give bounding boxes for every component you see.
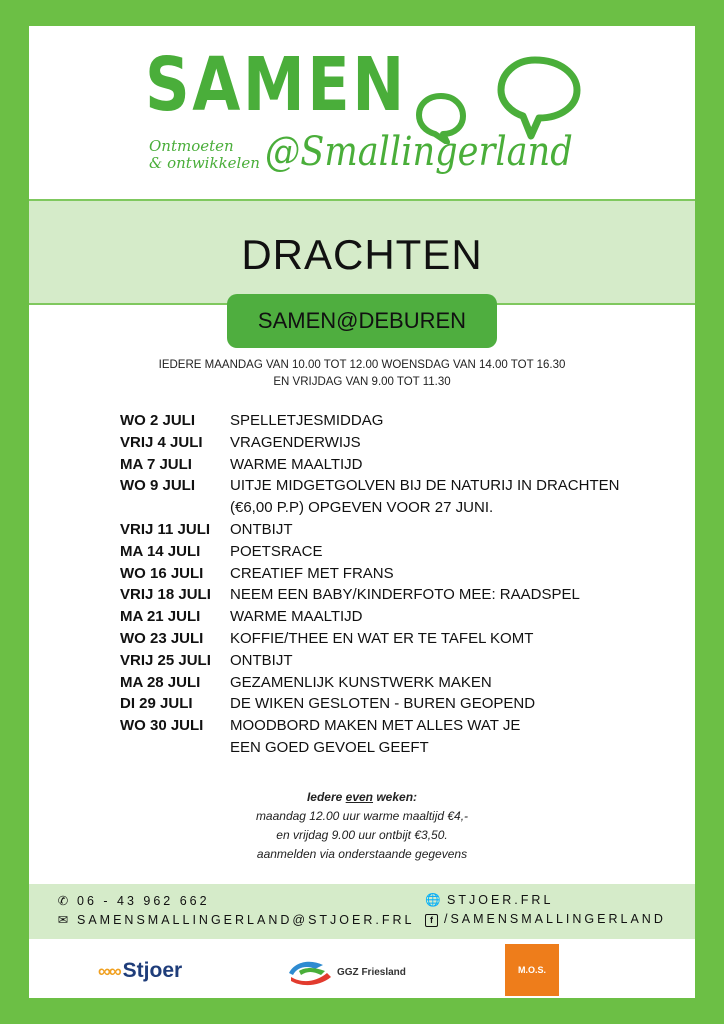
stjoer-logo: ∞∞ Stjoer [98, 959, 183, 982]
phone-icon: ✆ [57, 894, 69, 908]
samen-logo [29, 26, 695, 198]
schedule-row [120, 432, 680, 454]
website-text: STJOER.FRL [447, 893, 554, 907]
schedule-row [120, 563, 680, 585]
schedule-activity: DE WIKEN GESLOTEN - BUREN GEOPEND [230, 695, 536, 713]
schedule-row [120, 475, 680, 497]
schedule-date: MA 28 JULI [120, 673, 201, 691]
facebook-text: /SAMENSMALLINGERLAND [444, 912, 666, 926]
schedule-list [120, 410, 680, 759]
schedule-activity: NEEM EEN BABY/KINDERFOTO MEE: RAADSPEL [230, 586, 580, 604]
schedule-activity: POETSRACE [230, 542, 323, 560]
schedule-activity: WARME MAALTIJD [230, 455, 363, 473]
schedule-date: WO 9 JULI [120, 477, 196, 495]
logo-brand: @Smallingerland [265, 129, 573, 175]
schedule-activity: UITJE MIDGETGOLVEN BIJ DE NATURIJ IN DRACHTEN [230, 477, 620, 495]
schedule-activity: (€6,00 P.P) OPGEVEN VOOR 27 JUNI. [230, 499, 494, 517]
people-icon: ∞∞ [98, 961, 120, 981]
contact-bar [29, 884, 695, 939]
schedule-date: VRIJ 11 JULI [120, 520, 211, 538]
schedule-row [120, 628, 680, 650]
schedule-row [120, 584, 680, 606]
ggz-logo: GGZ Friesland [285, 957, 406, 987]
schedule-row [120, 693, 680, 715]
email-icon: ✉ [57, 913, 69, 927]
opening-times [29, 357, 695, 391]
schedule-row [120, 454, 680, 476]
schedule-row [120, 606, 680, 628]
program-badge: SAMEN@DEBUREN [227, 294, 497, 348]
schedule-row [120, 737, 680, 759]
note-line2: maandag 12.00 uur warme maaltijd €4,- [255, 809, 469, 823]
schedule-date: VRIJ 25 JULI [120, 651, 211, 669]
partner-logos [29, 939, 695, 998]
schedule-date: WO 30 JULI [120, 717, 204, 735]
mos-logo: M.O.S. [505, 944, 559, 996]
schedule-row [120, 497, 680, 519]
schedule-date: VRIJ 4 JULI [120, 433, 203, 451]
flyer [29, 26, 695, 998]
schedule-date: DI 29 JULI [120, 695, 193, 713]
globe-icon: 🌐 [425, 893, 441, 907]
schedule-activity: GEZAMENLIJK KUNSTWERK MAKEN [230, 673, 492, 691]
schedule-activity: CREATIEF MET FRANS [230, 564, 394, 582]
schedule-date: VRIJ 18 JULI [120, 586, 211, 604]
biweekly-note [29, 788, 695, 864]
schedule-date: WO 2 JULI [120, 412, 196, 429]
schedule-date [120, 497, 230, 519]
tagline-line2: & ontwikkelen [149, 154, 260, 172]
schedule-activity: ONTBIJT [230, 520, 293, 538]
schedule-activity: WARME MAALTIJD [230, 608, 363, 626]
contact-facebook[interactable] [425, 912, 666, 927]
schedule-activity: MOODBORD MAKEN MET ALLES WAT JE [230, 717, 521, 735]
contact-phone[interactable] [55, 893, 210, 908]
schedule-date: WO 23 JULI [120, 629, 204, 647]
phone-text: 06 - 43 962 662 [77, 894, 210, 908]
email-text: SAMENSMALLINGERLAND@STJOER.FRL [77, 913, 415, 927]
ggz-swirl-icon [285, 957, 335, 987]
logo-title: SAMEN [145, 42, 407, 128]
schedule-date: WO 16 JULI [120, 564, 204, 582]
times-line1: IEDERE MAANDAG VAN 10.00 TOT 12.00 WOENSDAG VAN 14.00 TOT 16.30 [158, 359, 566, 371]
note-line3: en vrijdag 9.00 uur ontbijt €3,50. [276, 828, 448, 842]
schedule-row [120, 519, 680, 541]
schedule-row [120, 541, 680, 563]
schedule-date: MA 21 JULI [120, 608, 201, 626]
schedule-row [120, 672, 680, 694]
contact-email[interactable] [55, 912, 414, 927]
schedule-row [120, 410, 680, 432]
note-line1: Iedere even weken: [306, 790, 418, 804]
note-line4: aanmelden via onderstaande gegevens [256, 847, 468, 861]
city-title: DRACHTEN [241, 231, 483, 278]
schedule-row [120, 715, 680, 737]
facebook-icon: f [425, 914, 438, 927]
contact-website[interactable] [425, 893, 553, 908]
schedule-activity: ONTBIJT [230, 651, 293, 669]
schedule-date: MA 14 JULI [120, 542, 201, 560]
schedule-row [120, 650, 680, 672]
schedule-date: MA 7 JULI [120, 455, 192, 473]
schedule-activity: SPELLETJESMIDDAG [230, 412, 384, 429]
schedule-date [120, 737, 230, 759]
logo-tagline [149, 138, 260, 172]
times-line2: EN VRIJDAG VAN 9.00 TOT 11.30 [273, 376, 451, 388]
schedule-activity: KOFFIE/THEE EN WAT ER TE TAFEL KOMT [230, 629, 534, 647]
schedule-activity: VRAGENDERWIJS [230, 433, 361, 451]
city-band [29, 199, 695, 305]
schedule-activity: EEN GOED GEVOEL GEEFT [230, 738, 429, 756]
tagline-line1: Ontmoeten [149, 137, 234, 155]
